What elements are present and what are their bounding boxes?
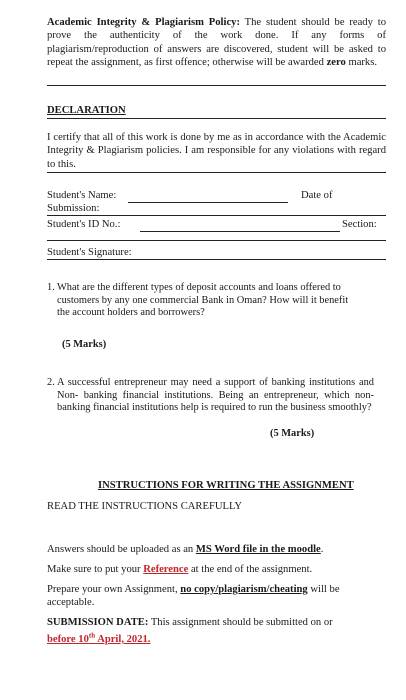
student-name-field[interactable]	[128, 202, 288, 203]
question-1-marks: (5 Marks)	[62, 339, 107, 350]
declaration-rule	[47, 118, 386, 119]
policy-text: The student should be ready to prove the authenticity of the work done. If any forms of plagiarism/reproduction of answers are discovered, student will be asked to repeat the assignment, as first offence; otherwise will be awarded	[47, 17, 386, 68]
submission-field[interactable]	[47, 215, 386, 216]
deadline-suffix: th	[88, 631, 96, 640]
instruction-plagiarism-emphasis: no copy/plagiarism/cheating	[180, 584, 308, 595]
instruction-reference-end: at the end of the assignment.	[190, 564, 313, 575]
instruction-plagiarism	[47, 583, 386, 610]
instruction-upload-end: .	[320, 544, 324, 555]
deadline-day: before 10	[47, 633, 89, 645]
question-1-number: 1.	[47, 282, 55, 293]
signature-label: Student's Signature:	[47, 247, 132, 258]
instruction-reference	[47, 563, 312, 576]
submission-date-label: SUBMISSION DATE:	[47, 617, 149, 628]
form-rule	[47, 240, 386, 241]
student-id-field[interactable]	[140, 231, 340, 232]
student-name-label: Student's Name:	[47, 190, 117, 201]
policy-end: marks.	[348, 56, 377, 68]
declaration-text-rule	[47, 172, 386, 173]
policy-zero: zero	[326, 56, 346, 68]
instruction-plagiarism-text: Prepare your own Assignment,	[47, 584, 178, 595]
policy-paragraph	[47, 16, 386, 69]
deadline-month-year: April, 2021.	[97, 633, 151, 645]
instructions-heading: INSTRUCTIONS FOR WRITING THE ASSIGNMENT	[98, 480, 354, 491]
declaration-heading: DECLARATION	[47, 105, 126, 116]
question-2-text: A successful entrepreneur may need a support of banking institutions and Non- banking financial institutions. Being an entrepreneur, which non- banking financial institutions help is required to run the business smoothly?	[57, 377, 374, 414]
section-label: Section:	[342, 219, 377, 230]
submission-date	[47, 616, 386, 646]
instruction-reference-emphasis: Reference	[143, 564, 189, 575]
policy-rule	[47, 85, 386, 86]
instruction-upload-emphasis: MS Word file in the moodle	[195, 544, 321, 555]
question-1-text: What are the different types of deposit accounts and loans offered to customers by any one commercial Bank in Oman? How will it benefit the account holders and borrowers?	[57, 282, 349, 319]
submission-label: Submission:	[47, 203, 100, 214]
instruction-upload	[47, 543, 323, 556]
instruction-reference-text: Make sure to put your	[47, 564, 141, 575]
submission-deadline	[47, 631, 151, 645]
student-id-label: Student's ID No.:	[47, 219, 121, 230]
instructions-subheading: READ THE INSTRUCTIONS CAREFULLY	[47, 501, 243, 512]
instruction-plagiarism-end: will be acceptable.	[47, 584, 340, 609]
instruction-upload-text: Answers should be uploaded as an	[47, 544, 194, 555]
date-of-label: Date of	[301, 190, 333, 201]
question-2-marks: (5 Marks)	[270, 428, 315, 439]
signature-field[interactable]	[47, 259, 386, 260]
policy-heading: Academic Integrity & Plagiarism Policy:	[47, 17, 240, 28]
submission-date-text: This assignment should be submitted on or	[150, 617, 333, 628]
declaration-text: I certify that all of this work is done by me as in accordance with the Academic Integrity & Plagiarism policies. I am responsible for any violations with regard to this.	[47, 132, 386, 170]
question-2-number: 2.	[47, 377, 55, 388]
